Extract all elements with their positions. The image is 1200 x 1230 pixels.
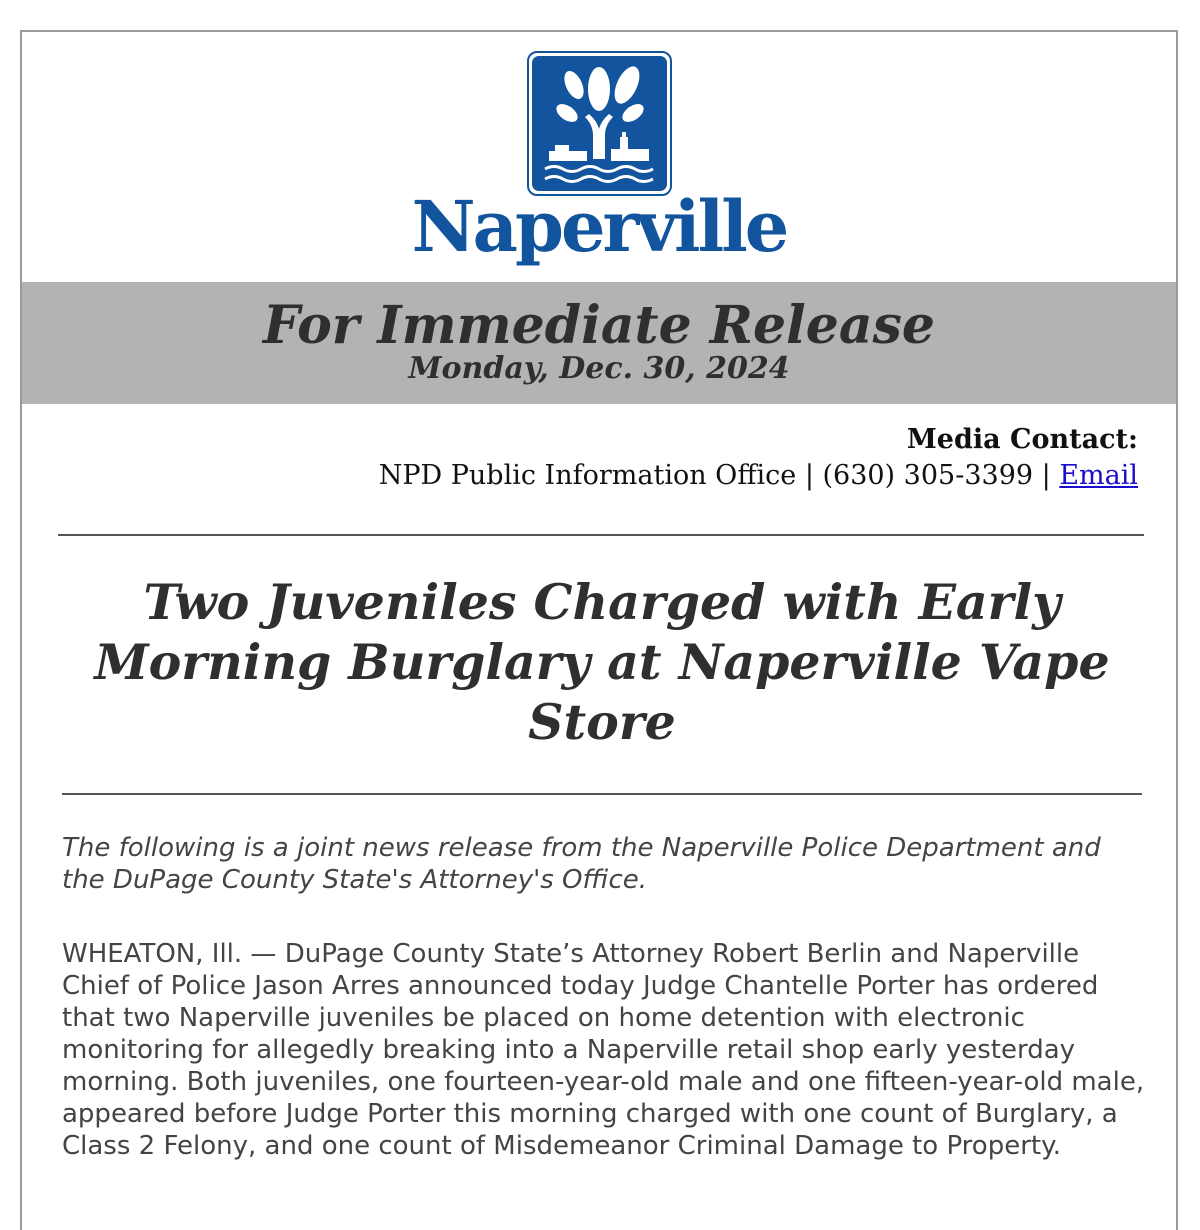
headline: Two Juveniles Charged with Early Morning Burglary at Naperville Vape Store	[94, 573, 1110, 751]
release-title: For Immediate Release	[263, 295, 935, 356]
email-link[interactable]: Email	[1059, 460, 1138, 491]
naperville-tree-logo-icon	[527, 51, 672, 196]
divider-top	[58, 534, 1144, 536]
intro-paragraph: The following is a joint news release from the Naperville Police Department and the DuPage County State's Attorney's Office.	[62, 833, 1101, 895]
naperville-wordmark: Naperville	[411, 185, 787, 268]
release-banner	[22, 282, 1176, 404]
media-contact-office: NPD Public Information Office | (630) 305-3399 |	[378, 460, 1060, 491]
press-release-document	[20, 30, 1178, 1230]
divider-bottom	[62, 793, 1142, 795]
release-date: Monday, Dec. 30, 2024	[408, 351, 790, 386]
body-paragraph: WHEATON, Ill. — DuPage County State’s Attorney Robert Berlin and Naperville Chief of Police Jason Arres announced today Judge Chantelle Porter has ordered that two Naperville juveniles be placed on home detention with electronic monitoring for allegedly breaking into a Naperville retail shop early yesterday morning. Both juveniles, one fourteen-year-old male and one fifteen-year-old male, appeared before Judge Porter this morning charged with one count of Burglary, a Class 2 Felony, and one count of Misdemeanor Criminal Damage to Property.	[62, 939, 1145, 1161]
media-contact	[379, 422, 1138, 494]
media-contact-line	[379, 460, 1138, 491]
media-contact-label: Media Contact:	[906, 424, 1138, 455]
logo-header	[22, 32, 1176, 282]
